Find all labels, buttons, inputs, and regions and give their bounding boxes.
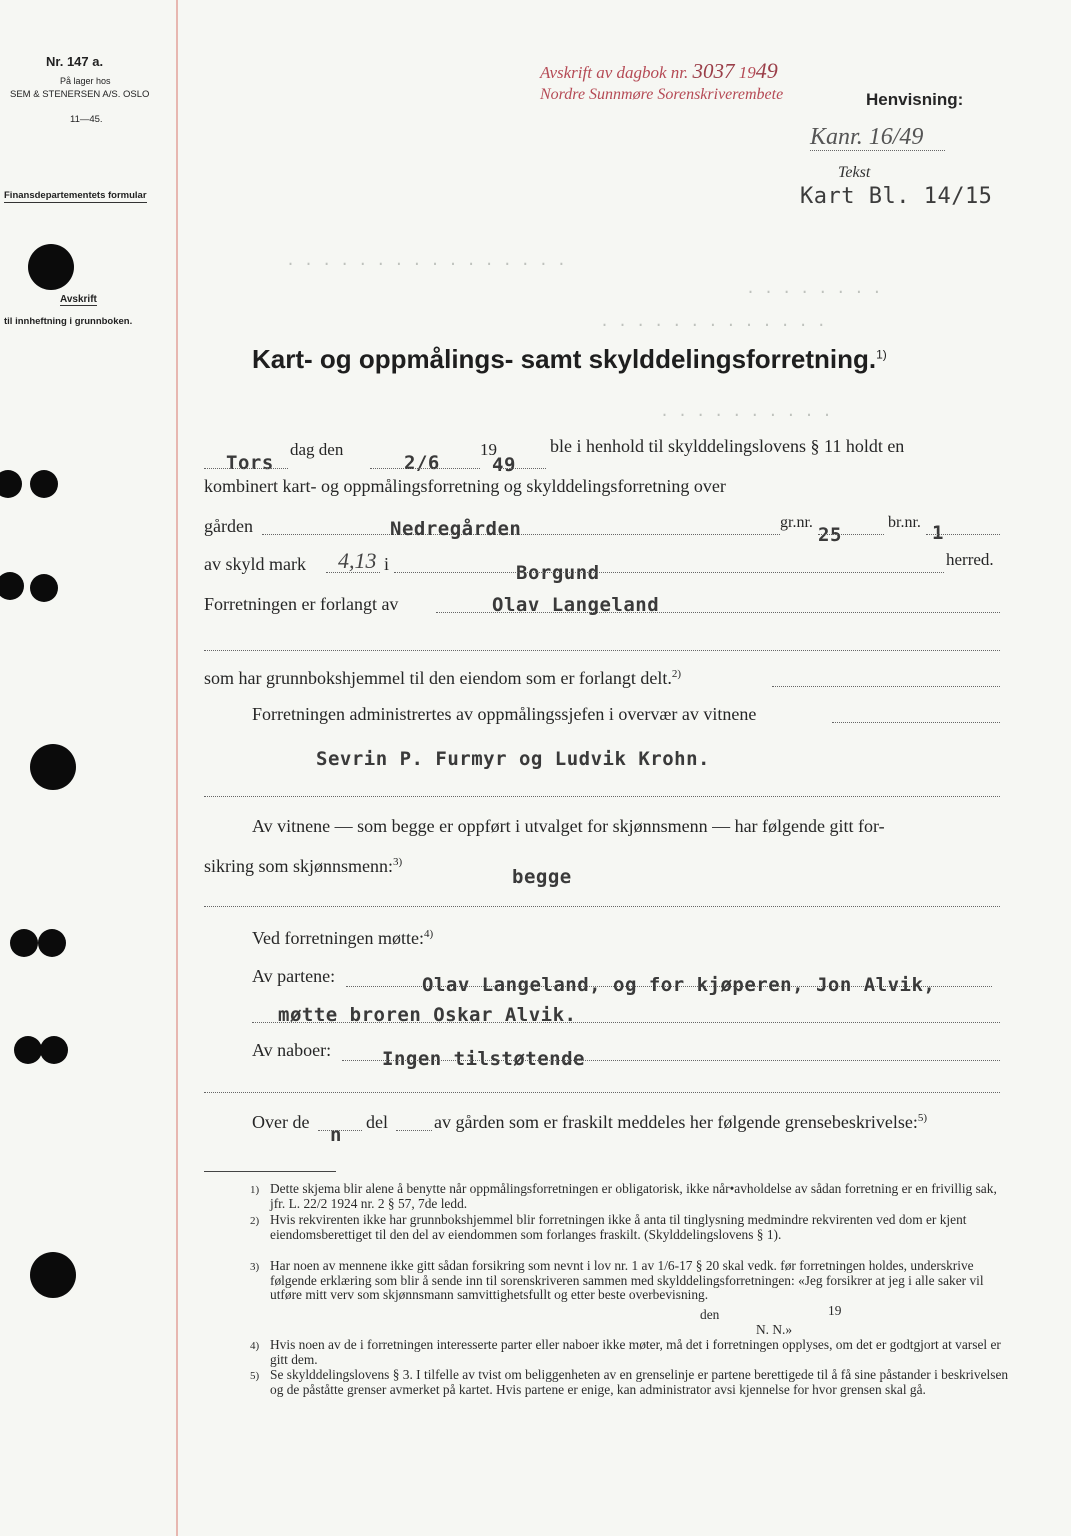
brnr-rule	[926, 534, 1000, 535]
vitner-line-1: Av vitnene — som begge er oppført i utvalget for skjønnsmenn — har følgende gitt for-	[252, 816, 885, 836]
del-rule	[396, 1130, 432, 1131]
copy-subtitle: til innheftning i grunnboken.	[4, 316, 133, 327]
skyld-label: av skyld mark	[204, 554, 306, 574]
punch-hole	[14, 1036, 42, 1064]
grense-text	[434, 1112, 927, 1133]
footnote-5: Se skylddelingslovens § 3. I tilfelle av tvist om beliggenheten av en grenselinje er partene berettigede til å få sine påstander i beskrivelsen og de påståtte grenser avmerket på kartet. Hvis partene er enige, kan administrator avsi kjennelse for hvor grensen skal gå.	[270, 1367, 1009, 1397]
admin-rule	[832, 722, 1000, 723]
over-rule	[318, 1130, 362, 1131]
admin-text: Forretningen administrertes av oppmålingssjefen i overvær av vitnene	[252, 704, 757, 724]
del-label: del	[366, 1112, 388, 1132]
form-number: Nr. 147 a.	[46, 54, 104, 69]
i-label: i	[384, 554, 390, 574]
hjemmel-note: 2)	[671, 668, 682, 680]
naboer-label: Av naboer:	[252, 1040, 332, 1060]
brnr-label: br.nr.	[888, 514, 921, 531]
footnote-1: Dette skjema blir alene å benytte når oppmålingsforretningen er obligatorisk, ikke når•avholdelse av sådan forretning er en frivillig sak, jfr. L. 22/2 1924 nr. 2 § 57, 7de ledd.	[270, 1181, 997, 1211]
stamp-year: 49	[755, 58, 778, 83]
year-value: 49	[492, 454, 516, 476]
motte-label	[252, 928, 433, 949]
stamp-office: Nordre Sunnmøre Sorenskriverembete	[540, 86, 784, 103]
garden-value: Nedregården	[390, 518, 522, 540]
date-rule	[370, 468, 480, 469]
witnesses-rule	[204, 796, 1000, 797]
footnote-3-signature: N. N.»	[756, 1322, 793, 1337]
footnote-3-year: 19	[828, 1303, 842, 1318]
ghost-mark: · · · · · · · · · ·	[660, 406, 832, 424]
form-date-code: 11—45.	[70, 114, 103, 125]
henvisning-rule	[810, 150, 945, 151]
footnote-number: 5)	[250, 1370, 260, 1382]
ghost-mark: · · · · · · · · · · · · ·	[600, 316, 826, 334]
copy-label: Avskrift	[60, 294, 97, 305]
vitner-note: 3)	[393, 856, 403, 868]
title-text: Kart- og oppmålings- samt skylddelingsforretning.	[252, 344, 877, 374]
witnesses-value: Sevrin P. Furmyr og Ludvik Krohn.	[316, 748, 710, 770]
margin-rule	[176, 0, 178, 1536]
stamp-prefix: Avskrift av dagbok nr.	[540, 63, 689, 82]
grnr-label: gr.nr.	[780, 514, 813, 531]
naboer-rule-2	[204, 1092, 1000, 1093]
hjemmel-text	[204, 668, 681, 689]
footnote-3-den: den	[700, 1307, 720, 1322]
skyld-value: 4,13	[338, 548, 377, 573]
page-title	[252, 344, 887, 375]
title-note: 1)	[876, 347, 887, 362]
year-rule	[498, 468, 546, 469]
skyld-rule	[326, 572, 380, 573]
punch-hole	[30, 1252, 76, 1298]
grense-sentence: av gården som er fraskilt meddeles her følgende grensebeskrivelse:	[434, 1112, 918, 1132]
motte-sentence: Ved forretningen møtte:	[252, 928, 424, 948]
tekst-label: Tekst	[838, 164, 871, 181]
footnote-3: Har noen av mennene ikke gitt sådan forsikring som nevnt i lov nr. 1 av 1/6-17 § 20 skal vedk. før forretningen holdes, underskrive følgende erklæring som blir å sende inn til sorenskriveren sammen med skylddelingsforretningen: «Jeg forsikrer at jeg i alle saker vil utføre mitt verv som skjønnsmann samvittighetsfullt og etter beste overbevisning.	[270, 1258, 984, 1303]
intro-rest: ble i henhold til skylddelingslovens § 11 holdt en	[550, 436, 905, 456]
footnote-number: 1)	[250, 1184, 260, 1196]
hjemmel-sentence: som har grunnbokshjemmel til den eiendom som er forlangt delt.	[204, 668, 672, 688]
punch-hole	[30, 470, 58, 498]
footnote-number: 2)	[250, 1215, 260, 1227]
footnote-number: 3)	[250, 1261, 260, 1273]
forlangt-label: Forretningen er forlangt av	[204, 594, 399, 614]
herred-value: Borgund	[516, 562, 600, 584]
punch-hole	[28, 244, 74, 290]
supplier-name: SEM & STENERSEN A/S. OSLO	[10, 89, 150, 100]
supplier-line: På lager hos	[60, 76, 111, 86]
henvisning-value: Kanr. 16/49	[810, 124, 924, 150]
intro-line-2: kombinert kart- og oppmålingsforretning og skylddelingsforretning over	[204, 476, 726, 496]
weekday-rule	[204, 468, 288, 469]
weekday-value: Tors	[226, 452, 274, 474]
punch-hole	[30, 744, 76, 790]
department-label: Finansdepartementets formular	[4, 190, 147, 201]
partene-label: Av partene:	[252, 966, 336, 986]
forlangt-rule-2	[204, 650, 1000, 651]
herred-rule	[394, 572, 944, 573]
dagbok-number: 3037	[692, 59, 735, 83]
naboer-rule	[342, 1060, 1000, 1061]
grense-note: 5)	[917, 1112, 927, 1124]
grnr-rule	[818, 534, 884, 535]
vitner-rule	[204, 906, 1000, 907]
henvisning-label: Henvisning:	[866, 90, 964, 109]
partene-rule-2	[252, 1022, 1000, 1023]
footnote-number: 4)	[250, 1340, 260, 1352]
partene-value-2: møtte broren Oskar Alvik.	[278, 1004, 577, 1026]
punch-hole	[30, 574, 58, 602]
stamp-copy-label	[540, 58, 778, 84]
punch-hole	[38, 929, 66, 957]
punch-hole	[0, 572, 24, 600]
over-label: Over de	[252, 1112, 310, 1132]
herred-label: herred.	[946, 550, 994, 569]
year-prefix: 19	[480, 440, 497, 459]
vitner-sentence: sikring som skjønnsmenn:	[204, 856, 394, 876]
punch-hole	[10, 929, 38, 957]
garden-label: gården	[204, 516, 253, 536]
ghost-mark: · · · · · · · ·	[746, 283, 882, 301]
vitner-value: begge	[512, 866, 572, 888]
footnote-4: Hvis noen av de i forretningen interesserte parter eller naboer ikke møter, må det i forretningen opplyses, om det er godtgjort at varsel er gitt dem.	[270, 1337, 1001, 1367]
stamp-year-prefix: 19	[738, 63, 756, 82]
footnote-2: Hvis rekvirenten ikke har grunnbokshjemmel blir forretningen ikke å anta til tinglysning medmindre rekvirenten ved dom er kjent eiendomsberettiget til den del av eiendommen som forlanges fraskilt. (Skylddelingslovens § 1).	[270, 1212, 967, 1242]
naboer-value: Ingen tilstøtende	[382, 1048, 585, 1070]
vitner-line-2	[204, 856, 402, 877]
grnr-value: 25	[818, 524, 842, 546]
punch-hole	[40, 1036, 68, 1064]
date-value: 2/6	[404, 452, 440, 474]
partene-value-1: Olav Langeland, og for kjøperen, Jon Alvik,	[422, 974, 936, 996]
brnr-value: 1	[932, 522, 944, 544]
footnote-divider	[204, 1171, 336, 1172]
forlangt-value: Olav Langeland	[492, 594, 660, 616]
tekst-value: Kart Bl. 14/15	[800, 184, 993, 209]
motte-note: 4)	[423, 928, 434, 940]
punch-hole	[0, 470, 22, 498]
over-n: n	[330, 1124, 342, 1146]
dag-label: dag den	[290, 440, 344, 459]
hjemmel-rule	[772, 686, 1000, 687]
ghost-mark: · · · · · · · · · · · · · · · ·	[286, 255, 566, 273]
